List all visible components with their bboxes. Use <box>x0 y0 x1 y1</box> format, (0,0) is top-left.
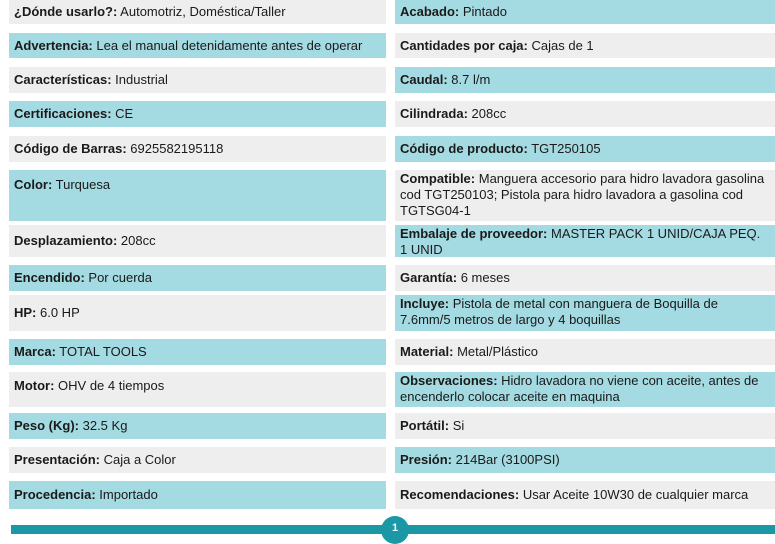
spec-value: 6925582195118 <box>126 141 224 156</box>
spec-label: Acabado: <box>400 4 460 19</box>
spec-value: 214Bar (3100PSI) <box>452 452 560 467</box>
spec-row-recomendaciones <box>395 481 775 509</box>
spec-row-observaciones <box>395 372 775 407</box>
spec-row-acabado <box>395 0 775 24</box>
spec-label: ¿Dónde usarlo?: <box>14 4 118 19</box>
spec-value: Turquesa <box>52 177 111 192</box>
spec-row-embalaje-proveedor <box>395 225 775 257</box>
spec-label: Embalaje de proveedor: <box>400 226 548 241</box>
spec-label: Portátil: <box>400 418 450 433</box>
spec-value: OHV de 4 tiempos <box>54 378 165 393</box>
spec-label: Presión: <box>400 452 453 467</box>
spec-label: Garantía: <box>400 270 458 285</box>
spec-label: Marca: <box>14 344 56 359</box>
spec-label: Caudal: <box>400 72 448 87</box>
spec-label: Compatible: <box>400 171 476 186</box>
spec-value: Si <box>449 418 465 433</box>
spec-value: Hidro lavadora no viene con aceite, antes de encenderlo colocar aceite en maquina <box>400 373 759 404</box>
spec-label: Certificaciones: <box>14 106 112 121</box>
spec-row-caracteristicas <box>9 67 386 93</box>
spec-value: Importado <box>95 487 158 502</box>
spec-value: Usar Aceite 10W30 de cualquier marca <box>519 487 749 502</box>
spec-label: Motor: <box>14 378 55 393</box>
spec-value: Pintado <box>459 4 507 19</box>
spec-row-portatil <box>395 413 775 439</box>
page-number: 1 <box>391 522 399 534</box>
spec-value: Cajas de 1 <box>527 37 594 53</box>
spec-value: Caja a Color <box>99 452 176 467</box>
spec-value: 32.5 Kg <box>79 418 128 433</box>
spec-value: 6.0 HP <box>36 305 80 320</box>
spec-row-advertencia <box>9 33 386 58</box>
spec-row-marca <box>9 339 386 365</box>
spec-row-presion <box>395 447 775 473</box>
spec-label: Recomendaciones: <box>400 487 520 502</box>
spec-label: Características: <box>14 72 112 87</box>
spec-row-color <box>9 170 386 221</box>
spec-value: Industrial <box>111 72 168 87</box>
spec-value: 6 meses <box>457 270 510 285</box>
spec-row-garantia <box>395 265 775 291</box>
spec-row-cilindrada <box>395 101 775 127</box>
spec-value: Lea el manual detenidamente antes de operar <box>92 37 363 53</box>
spec-label: Cantidades por caja: <box>400 37 528 53</box>
spec-row-hp <box>9 295 386 331</box>
spec-row-compatible <box>395 170 775 221</box>
spec-value: TGT250105 <box>527 141 601 156</box>
spec-value: 208cc <box>117 233 156 248</box>
spec-value: TOTAL TOOLS <box>55 344 147 359</box>
spec-label: Encendido: <box>14 270 85 285</box>
spec-row-encendido <box>9 265 386 291</box>
spec-label: Código de Barras: <box>14 141 127 156</box>
spec-row-donde-usarlo <box>9 0 386 24</box>
spec-label: Peso (Kg): <box>14 418 79 433</box>
spec-row-peso <box>9 413 386 439</box>
spec-label: Advertencia: <box>14 37 93 53</box>
spec-value: 8.7 l/m <box>447 72 491 87</box>
spec-row-codigo-barras <box>9 136 386 162</box>
spec-value: Metal/Plástico <box>453 344 539 359</box>
spec-label: Color: <box>14 177 53 192</box>
spec-value: Manguera accesorio para hidro lavadora gasolina cod TGT250103; Pistola para hidro lavadora a gasolina cod TGTSG04-1 <box>400 171 765 218</box>
spec-label: Observaciones: <box>400 373 498 388</box>
spec-row-incluye <box>395 295 775 331</box>
spec-row-caudal <box>395 67 775 93</box>
spec-value: Por cuerda <box>84 270 152 285</box>
spec-value: 208cc <box>467 106 507 121</box>
spec-row-desplazamiento <box>9 225 386 257</box>
spec-value: CE <box>111 106 134 121</box>
spec-value: Pistola de metal con manguera de Boquilla de 7.6mm/5 metros de largo y 4 boquillas <box>400 296 718 327</box>
spec-row-material <box>395 339 775 365</box>
spec-label: Procedencia: <box>14 487 96 502</box>
spec-value: Automotriz, Doméstica/Taller <box>117 4 286 19</box>
spec-label: Incluye: <box>400 296 450 311</box>
spec-value: MASTER PACK 1 UNID/CAJA PEQ. 1 UNID <box>400 226 761 257</box>
spec-row-cantidades-caja <box>395 33 775 58</box>
spec-label: Cilindrada: <box>400 106 468 121</box>
spec-label: Desplazamiento: <box>14 233 118 248</box>
spec-label: Material: <box>400 344 454 359</box>
page-number-badge <box>381 516 409 544</box>
spec-row-codigo-producto <box>395 136 775 162</box>
spec-row-motor <box>9 372 386 407</box>
spec-label: Código de producto: <box>400 141 528 156</box>
spec-label: Presentación: <box>14 452 100 467</box>
spec-row-presentacion <box>9 447 386 473</box>
spec-row-procedencia <box>9 481 386 509</box>
spec-label: HP: <box>14 305 37 320</box>
spec-row-certificaciones <box>9 101 386 127</box>
